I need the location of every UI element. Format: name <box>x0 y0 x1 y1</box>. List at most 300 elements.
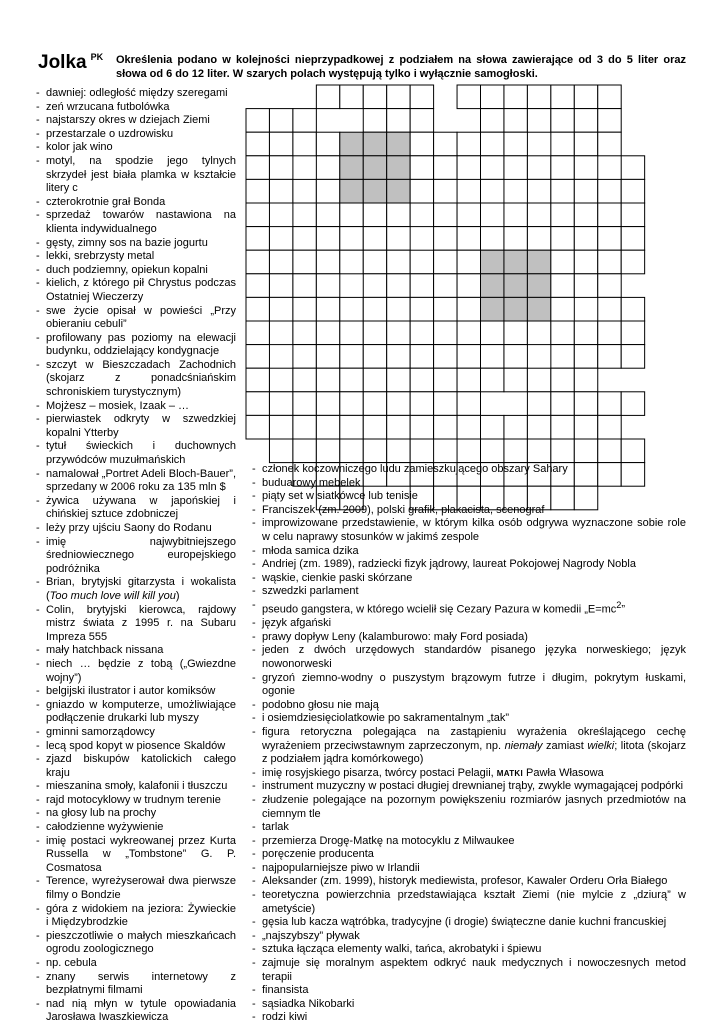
grid-cell[interactable] <box>621 227 644 251</box>
clue-item: - motyl, na spodzie jego tylnych skrzydeł jest biała plamka w kształcie litery c <box>36 155 236 196</box>
grid-cell-shaded[interactable] <box>363 132 386 156</box>
grid-cell[interactable] <box>621 179 644 203</box>
grid-cell[interactable] <box>293 297 316 321</box>
grid-cell[interactable] <box>504 132 527 156</box>
grid-cell[interactable] <box>246 274 269 298</box>
grid-cell[interactable] <box>434 274 457 298</box>
grid-cell[interactable] <box>598 321 621 345</box>
grid-cell[interactable] <box>481 156 504 180</box>
grid-cell[interactable] <box>457 439 480 463</box>
grid-cell[interactable] <box>574 203 597 227</box>
grid-cell[interactable] <box>340 368 363 392</box>
grid-cell[interactable] <box>574 132 597 156</box>
grid-cell[interactable] <box>316 439 339 463</box>
grid-cell[interactable] <box>457 227 480 251</box>
grid-cell[interactable] <box>363 250 386 274</box>
grid-cell[interactable] <box>269 439 292 463</box>
grid-cell[interactable] <box>527 227 550 251</box>
clue-item: - „najszybszy” pływak <box>252 930 686 944</box>
grid-cell[interactable] <box>363 439 386 463</box>
grid-cell-shaded[interactable] <box>481 297 504 321</box>
grid-cell[interactable] <box>316 415 339 439</box>
grid-cell[interactable] <box>246 203 269 227</box>
clue-text: imię rosyjskiego pisarza, twórcy postaci Pelagii, <box>262 766 497 779</box>
grid-cell-shaded[interactable] <box>387 156 410 180</box>
grid-cell[interactable] <box>481 85 504 109</box>
clue-item: - sztuka łącząca elementy walki, tańca, akrobatyki i śpiewu <box>252 943 686 957</box>
grid-cell[interactable] <box>481 345 504 369</box>
grid-cell[interactable] <box>410 368 433 392</box>
grid-cell[interactable] <box>434 250 457 274</box>
grid-cell[interactable] <box>598 85 621 109</box>
grid-cell[interactable] <box>457 132 480 156</box>
grid-cell[interactable] <box>340 227 363 251</box>
grid-cell[interactable] <box>551 439 574 463</box>
grid-cell[interactable] <box>363 85 386 109</box>
grid-cell[interactable] <box>598 227 621 251</box>
clue-item: - teoretyczna powierzchnia przedstawiająca kształt Ziemi (nie mylcie z „dziurą” w ametyście) <box>252 889 686 916</box>
grid-cell[interactable] <box>316 392 339 416</box>
grid-cell[interactable] <box>387 250 410 274</box>
grid-cell[interactable] <box>246 392 269 416</box>
grid-cell[interactable] <box>457 297 480 321</box>
grid-cell[interactable] <box>387 321 410 345</box>
grid-cell[interactable] <box>387 345 410 369</box>
grid-cell[interactable] <box>574 227 597 251</box>
grid-cell[interactable] <box>269 179 292 203</box>
grid-cell[interactable] <box>574 392 597 416</box>
grid-cell[interactable] <box>434 345 457 369</box>
grid-cell[interactable] <box>574 250 597 274</box>
grid-cell[interactable] <box>269 321 292 345</box>
grid-cell[interactable] <box>293 179 316 203</box>
grid-cell[interactable] <box>316 179 339 203</box>
grid-cell[interactable] <box>363 345 386 369</box>
grid-cell-shaded[interactable] <box>481 274 504 298</box>
grid-cell[interactable] <box>574 368 597 392</box>
grid-cell[interactable] <box>363 392 386 416</box>
grid-cell[interactable] <box>504 85 527 109</box>
grid-cell[interactable] <box>293 109 316 133</box>
grid-cell[interactable] <box>293 392 316 416</box>
grid-cell[interactable] <box>410 439 433 463</box>
grid-cell[interactable] <box>246 179 269 203</box>
grid-cell-shaded[interactable] <box>504 274 527 298</box>
grid-cell[interactable] <box>551 345 574 369</box>
grid-cell[interactable] <box>293 250 316 274</box>
grid-cell[interactable] <box>246 132 269 156</box>
grid-cell[interactable] <box>527 415 550 439</box>
grid-cell[interactable] <box>363 368 386 392</box>
grid-cell[interactable] <box>574 321 597 345</box>
grid-cell[interactable] <box>551 132 574 156</box>
grid-cell[interactable] <box>457 156 480 180</box>
clue-item: - przemierza Drogę-Matkę na motocyklu z Milwaukee <box>252 835 686 849</box>
clue-item: - góra z widokiem na jeziora: Żywieckie i Międzybrodzkie <box>36 903 236 930</box>
grid-cell[interactable] <box>434 392 457 416</box>
clue-item: - leży przy ujściu Saony do Rodanu <box>36 522 236 536</box>
grid-cell[interactable] <box>340 345 363 369</box>
grid-cell[interactable] <box>363 321 386 345</box>
grid-cell[interactable] <box>527 439 550 463</box>
grid-cell[interactable] <box>316 297 339 321</box>
grid-cell[interactable] <box>293 132 316 156</box>
grid-cell[interactable] <box>316 85 339 109</box>
grid-cell-shaded[interactable] <box>363 156 386 180</box>
grid-cell[interactable] <box>504 156 527 180</box>
grid-cell[interactable] <box>504 227 527 251</box>
grid-cell[interactable] <box>246 345 269 369</box>
grid-cell[interactable] <box>387 109 410 133</box>
grid-cell[interactable] <box>316 156 339 180</box>
grid-cell[interactable] <box>621 203 644 227</box>
grid-cell[interactable] <box>410 297 433 321</box>
clue-text: ; litota (skojarz z podziałem jądra komórkowego) <box>262 739 686 766</box>
grid-cell[interactable] <box>434 297 457 321</box>
grid-cell[interactable] <box>574 274 597 298</box>
grid-cell[interactable] <box>387 297 410 321</box>
grid-cell[interactable] <box>598 415 621 439</box>
grid-cell[interactable] <box>621 345 644 369</box>
grid-cell[interactable] <box>551 227 574 251</box>
grid-cell[interactable] <box>410 109 433 133</box>
grid-cell[interactable] <box>551 321 574 345</box>
grid-cell[interactable] <box>387 203 410 227</box>
clue-item: - Aleksander (zm. 1999), historyk mediewista, profesor, Kawaler Orderu Orła Białego <box>252 875 686 889</box>
grid-cell[interactable] <box>340 250 363 274</box>
clue-item: - podobno głosu nie mają <box>252 699 686 713</box>
grid-cell[interactable] <box>504 203 527 227</box>
grid-cell[interactable] <box>551 274 574 298</box>
grid-cell[interactable] <box>363 227 386 251</box>
grid-cell[interactable] <box>434 179 457 203</box>
clue-item: - szczyt w Bieszczadach Zachodnich (skojarz z ponadcśniańskim schroniskiem turystycznym) <box>36 359 236 400</box>
right-clue-list <box>252 463 686 1025</box>
clue-item: - duch podziemny, opiekun kopalni <box>36 264 236 278</box>
grid-cell[interactable] <box>574 439 597 463</box>
grid-cell[interactable] <box>598 392 621 416</box>
grid-cell[interactable] <box>387 368 410 392</box>
grid-cell[interactable] <box>574 179 597 203</box>
clue-item: - na głosy lub na prochy <box>36 807 236 821</box>
clue-item: - najpopularniejsze piwo w Irlandii <box>252 862 686 876</box>
grid-cell-shaded[interactable] <box>340 132 363 156</box>
grid-cell[interactable] <box>410 179 433 203</box>
grid-cell-shaded[interactable] <box>340 179 363 203</box>
grid-cell[interactable] <box>269 297 292 321</box>
grid-cell[interactable] <box>246 415 269 439</box>
clue-item: - złudzenie polegające na pozornym powiększeniu rozmiarów jasnych przedmiotów na ciemnym tle <box>252 794 686 821</box>
grid-cell[interactable] <box>598 439 621 463</box>
grid-cell[interactable] <box>551 85 574 109</box>
grid-cell[interactable] <box>598 345 621 369</box>
grid-cell[interactable] <box>598 109 621 133</box>
clue-italic: wielki <box>587 739 615 752</box>
grid-cell[interactable] <box>316 368 339 392</box>
grid-cell[interactable] <box>387 392 410 416</box>
grid-cell[interactable] <box>269 368 292 392</box>
clue-item: - rodzi kiwi <box>252 1011 686 1025</box>
grid-cell[interactable] <box>246 368 269 392</box>
grid-cell[interactable] <box>504 109 527 133</box>
clue-item: - zeń wrzucana futbolówka <box>36 101 236 115</box>
grid-cell[interactable] <box>434 203 457 227</box>
grid-cell[interactable] <box>340 85 363 109</box>
clue-item: - pieszczotliwie o małych mieszkańcach ogrodu zoologicznego <box>36 930 236 957</box>
grid-cell[interactable] <box>481 179 504 203</box>
grid-cell[interactable] <box>434 321 457 345</box>
grid-cell[interactable] <box>316 274 339 298</box>
grid-cell[interactable] <box>527 156 550 180</box>
grid-cell[interactable] <box>410 203 433 227</box>
clue-item: - mieszanina smoły, kalafonii i tłuszczu <box>36 780 236 794</box>
grid-cell[interactable] <box>457 203 480 227</box>
clue-item: - znany serwis internetowy z bezpłatnymi filmami <box>36 971 236 998</box>
grid-cell[interactable] <box>527 109 550 133</box>
clue-item: - Terence, wyreżyserował dwa pierwsze filmy o Bondzie <box>36 875 236 902</box>
clue-item: - członek koczowniczego ludu zamieszkującego obszary Sahary <box>252 463 686 477</box>
grid-cell[interactable] <box>598 297 621 321</box>
clue-item: - tarlak <box>252 821 686 835</box>
clue-item: - szwedzki parlament <box>252 585 686 599</box>
clue-item: - Andriej (zm. 1989), radziecki fizyk jądrowy, laureat Pokojowej Nagrody Nobla <box>252 558 686 572</box>
grid-cell[interactable] <box>481 227 504 251</box>
grid-cell[interactable] <box>363 274 386 298</box>
grid-cell-shaded[interactable] <box>527 250 550 274</box>
grid-cell[interactable] <box>316 203 339 227</box>
grid-cell[interactable] <box>340 297 363 321</box>
grid-cell[interactable] <box>457 415 480 439</box>
grid-cell[interactable] <box>504 439 527 463</box>
grid-cell[interactable] <box>527 392 550 416</box>
clue-item: - gniazdo w komputerze, umożliwiające podłączenie drukarki lub myszy <box>36 699 236 726</box>
grid-cell[interactable] <box>316 132 339 156</box>
grid-cell[interactable] <box>410 250 433 274</box>
grid-cell[interactable] <box>340 415 363 439</box>
grid-cell[interactable] <box>504 345 527 369</box>
clue-item: - rajd motocyklowy w trudnym terenie <box>36 794 236 808</box>
grid-cell[interactable] <box>434 156 457 180</box>
clue-item: - kolor jak wino <box>36 141 236 155</box>
grid-cell[interactable] <box>434 227 457 251</box>
grid-cell[interactable] <box>574 109 597 133</box>
clue-item: - czterokrotnie grał Bonda <box>36 196 236 210</box>
grid-cell[interactable] <box>246 109 269 133</box>
grid-cell[interactable] <box>481 321 504 345</box>
clue-item: - żywica używana w japońskiej i chińskiej sztuce zdobniczej <box>36 495 236 522</box>
grid-cell[interactable] <box>410 274 433 298</box>
clue-item: - nad nią młyn w tytule opowiadania Jarosława Iwaszkiewicza <box>36 998 236 1025</box>
grid-cell[interactable] <box>316 250 339 274</box>
grid-cell[interactable] <box>363 297 386 321</box>
grid-cell[interactable] <box>598 179 621 203</box>
clue-item: - gęsty, zimny sos na bazie jogurtu <box>36 237 236 251</box>
grid-cell[interactable] <box>551 297 574 321</box>
grid-cell[interactable] <box>434 415 457 439</box>
grid-cell[interactable] <box>293 345 316 369</box>
grid-cell[interactable] <box>246 321 269 345</box>
grid-cell[interactable] <box>269 392 292 416</box>
grid-cell[interactable] <box>387 415 410 439</box>
grid-cell[interactable] <box>551 415 574 439</box>
grid-cell[interactable] <box>621 392 644 416</box>
grid-cell[interactable] <box>527 368 550 392</box>
grid-cell[interactable] <box>574 345 597 369</box>
clue-item: - improwizowane przedstawienie, w którym kilka osób odgrywa wyznaczone sobie role w celu naprawy stosunków w jakimś zespole <box>252 517 686 544</box>
grid-cell[interactable] <box>410 85 433 109</box>
grid-cell[interactable] <box>410 392 433 416</box>
grid-cell[interactable] <box>598 250 621 274</box>
grid-cell[interactable] <box>457 274 480 298</box>
grid-cell[interactable] <box>527 85 550 109</box>
grid-cell[interactable] <box>316 345 339 369</box>
grid-cell[interactable] <box>504 368 527 392</box>
grid-cell[interactable] <box>269 415 292 439</box>
grid-cell[interactable] <box>598 274 621 298</box>
grid-cell[interactable] <box>481 368 504 392</box>
grid-cell[interactable] <box>363 109 386 133</box>
grid-cell[interactable] <box>269 250 292 274</box>
grid-cell[interactable] <box>410 415 433 439</box>
clue-item: - lecą spod kopyt w piosence Skaldów <box>36 740 236 754</box>
clue-item: - lekki, srebrzysty metal <box>36 250 236 264</box>
clue-text: zamiast <box>542 739 588 752</box>
grid-cell-shaded[interactable] <box>527 297 550 321</box>
grid-cell[interactable] <box>481 132 504 156</box>
grid-cell[interactable] <box>316 321 339 345</box>
grid-cell[interactable] <box>551 203 574 227</box>
grid-cell[interactable] <box>551 368 574 392</box>
clue-item: - gryzoń ziemno-wodny o puszystym brązowym futrze i długim, pokrytym łuskami, ogonie <box>252 672 686 699</box>
grid-cell[interactable] <box>246 227 269 251</box>
grid-cell[interactable] <box>269 227 292 251</box>
grid-cell[interactable] <box>457 85 480 109</box>
grid-cell[interactable] <box>434 368 457 392</box>
clue-item: - namalował „Portret Adeli Bloch-Bauer”, sprzedany w 2006 roku za 135 mln $ <box>36 468 236 495</box>
grid-cell[interactable] <box>293 415 316 439</box>
grid-cell[interactable] <box>481 439 504 463</box>
clue-text: Brian, brytyjski gitarzysta i wokalista ( <box>46 576 236 602</box>
clue-item: - piąty set w siatkówce lub tenisie <box>252 490 686 504</box>
grid-cell[interactable] <box>551 392 574 416</box>
grid-cell[interactable] <box>246 156 269 180</box>
grid-cell[interactable] <box>551 109 574 133</box>
grid-cell[interactable] <box>457 345 480 369</box>
grid-cell[interactable] <box>410 132 433 156</box>
clue-item: - Mojżesz – mosiek, Izaak – … <box>36 400 236 414</box>
grid-cell[interactable] <box>293 439 316 463</box>
grid-cell[interactable] <box>504 321 527 345</box>
grid-cell[interactable] <box>387 85 410 109</box>
clue-item: - wąskie, cienkie paski skórzane <box>252 572 686 586</box>
clue-item: - młoda samica dzika <box>252 545 686 559</box>
grid-cell[interactable] <box>316 227 339 251</box>
grid-cell[interactable] <box>621 250 644 274</box>
grid-cell[interactable] <box>363 415 386 439</box>
grid-cell[interactable] <box>457 392 480 416</box>
clue-item: - np. cebula <box>36 957 236 971</box>
grid-cell[interactable] <box>551 179 574 203</box>
grid-cell-shaded[interactable] <box>527 274 550 298</box>
grid-cell-shaded[interactable] <box>363 179 386 203</box>
clue-item: - gęsia lub kacza wątróbka, tradycyjne (i drogie) świąteczne danie kuchni francuskiej <box>252 916 686 930</box>
grid-cell[interactable] <box>504 415 527 439</box>
grid-cell[interactable] <box>387 439 410 463</box>
grid-cell[interactable] <box>340 203 363 227</box>
grid-cell-shaded[interactable] <box>387 132 410 156</box>
clue-item: - swe życie opisał w powieści „Przy obieraniu cebuli” <box>36 305 236 332</box>
grid-cell[interactable] <box>574 156 597 180</box>
grid-cell-shaded[interactable] <box>340 156 363 180</box>
grid-cell[interactable] <box>340 321 363 345</box>
grid-cell[interactable] <box>527 203 550 227</box>
clue-italic: niemały <box>504 739 543 752</box>
grid-cell[interactable] <box>457 368 480 392</box>
grid-cell[interactable] <box>269 109 292 133</box>
grid-cell[interactable] <box>621 297 644 321</box>
clue-item: - belgijski ilustrator i autor komiksów <box>36 685 236 699</box>
clue-item: - niech … będzie z tobą („Gwiezdne wojny”) <box>36 658 236 685</box>
grid-cell[interactable] <box>293 227 316 251</box>
grid-cell-shaded[interactable] <box>481 250 504 274</box>
grid-cell-shaded[interactable] <box>387 179 410 203</box>
author-mark: PK <box>90 52 104 62</box>
grid-cell[interactable] <box>574 85 597 109</box>
grid-cell-shaded[interactable] <box>504 297 527 321</box>
grid-cell[interactable] <box>527 321 550 345</box>
grid-cell[interactable] <box>481 415 504 439</box>
clue-item: - buduarowy mebelek <box>252 477 686 491</box>
clue-item <box>252 726 686 767</box>
grid-cell[interactable] <box>457 321 480 345</box>
grid-cell[interactable] <box>293 203 316 227</box>
grid-cell[interactable] <box>387 274 410 298</box>
grid-cell[interactable] <box>410 156 433 180</box>
grid-cell[interactable] <box>410 345 433 369</box>
clue-item: - dawniej: odległość między szeregami <box>36 87 236 101</box>
clue-item: - sąsiadka Nikobarki <box>252 998 686 1012</box>
clue-item: - zjazd biskupów katolickich całego kraju <box>36 753 236 780</box>
clue-text: pseudo gangstera, w którego wcielił się Cezary Pazura w komedii „E=mc <box>262 603 617 616</box>
grid-cell[interactable] <box>293 274 316 298</box>
grid-cell[interactable] <box>621 321 644 345</box>
grid-cell[interactable] <box>457 250 480 274</box>
grid-cell[interactable] <box>363 203 386 227</box>
grid-cell[interactable] <box>269 132 292 156</box>
grid-cell[interactable] <box>598 203 621 227</box>
grid-cell[interactable] <box>246 250 269 274</box>
grid-cell[interactable] <box>410 321 433 345</box>
grid-cell[interactable] <box>621 439 644 463</box>
grid-cell[interactable] <box>387 227 410 251</box>
grid-cell[interactable] <box>551 156 574 180</box>
grid-cell[interactable] <box>340 392 363 416</box>
grid-cell[interactable] <box>481 109 504 133</box>
grid-cell[interactable] <box>269 156 292 180</box>
grid-cell[interactable] <box>598 132 621 156</box>
grid-cell[interactable] <box>340 439 363 463</box>
grid-cell[interactable] <box>527 179 550 203</box>
grid-cell[interactable] <box>574 415 597 439</box>
grid-cell-shaded[interactable] <box>504 250 527 274</box>
grid-cell[interactable] <box>434 132 457 156</box>
grid-cell[interactable] <box>269 274 292 298</box>
grid-cell[interactable] <box>293 368 316 392</box>
grid-cell[interactable] <box>551 250 574 274</box>
grid-cell[interactable] <box>246 297 269 321</box>
grid-cell[interactable] <box>293 321 316 345</box>
grid-cell[interactable] <box>621 156 644 180</box>
